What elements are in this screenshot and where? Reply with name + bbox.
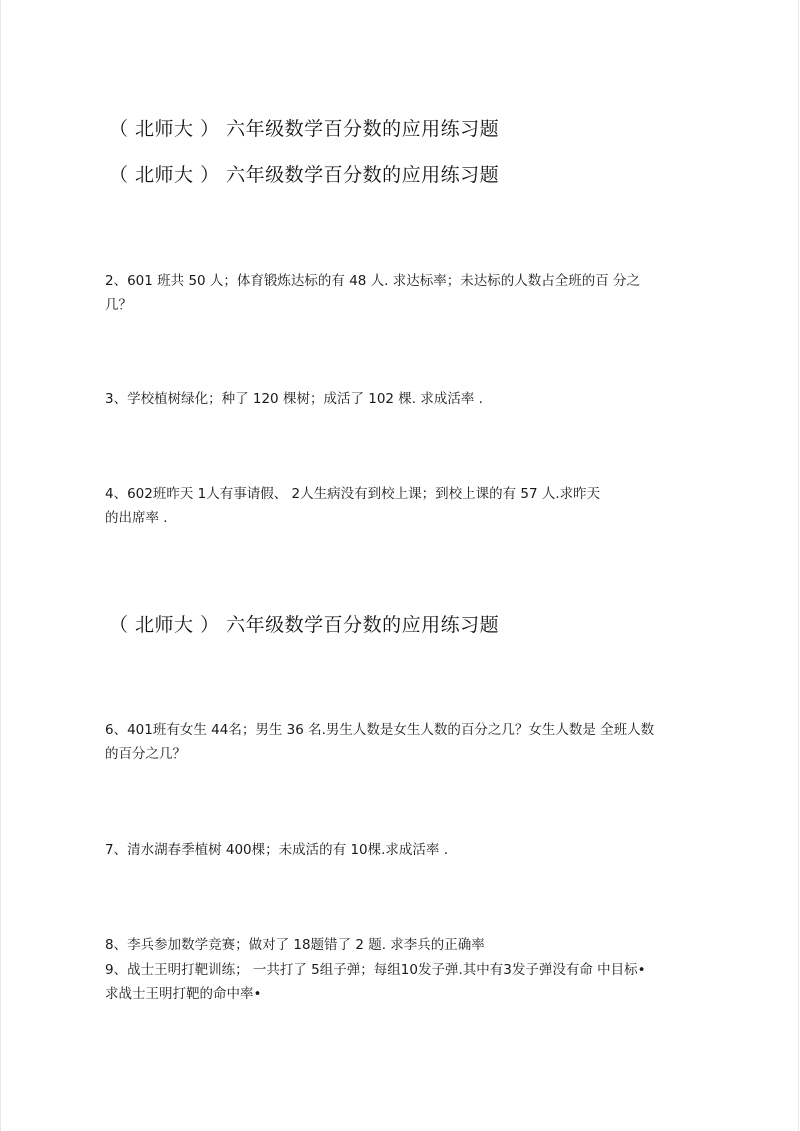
worksheet-title-2: （ 北师大 ） 六年级数学百分数的应用练习题 bbox=[109, 164, 500, 186]
question-4-line-2: 的出席率 . bbox=[105, 510, 168, 526]
question-2-line-1: 2、601 班共 50 人；体育锻炼达标的有 48 人. 求达标率；未达标的人数占全班的百 分之 bbox=[105, 273, 641, 289]
question-4-line-1: 4、602班昨天 1人有事请假、 2人生病没有到校上课；到校上课的有 57 人.求昨天 bbox=[105, 486, 601, 502]
question-7 bbox=[105, 838, 685, 862]
question-8 bbox=[105, 933, 685, 957]
question-6-line-2: 的百分之几？ bbox=[105, 746, 186, 762]
question-8-line-1: 8、李兵参加数学竞赛；做对了 18题错了 2 题. 求李兵的正确率 bbox=[105, 937, 485, 953]
question-2-line-2: 几？ bbox=[105, 297, 132, 313]
question-7-line-1: 7、清水湖春季植树 400棵；未成活的有 10棵.求成活率 . bbox=[105, 842, 448, 858]
question-9-line-2: 求战士王明打靶的命中率• bbox=[105, 986, 262, 1002]
question-3-line-1: 3、学校植树绿化；种了 120 棵树；成活了 102 棵. 求成活率 . bbox=[105, 391, 483, 407]
question-4 bbox=[105, 482, 685, 530]
question-6 bbox=[105, 718, 685, 766]
question-3 bbox=[105, 387, 685, 411]
question-9-line-1: 9、战士王明打靶训练； 一共打了 5组子弹；每组10发子弹.其中有3发子弹没有命 中目标• bbox=[105, 962, 646, 978]
worksheet-title-3: （ 北师大 ） 六年级数学百分数的应用练习题 bbox=[109, 614, 500, 636]
question-2 bbox=[105, 269, 685, 317]
worksheet-title-1: （ 北师大 ） 六年级数学百分数的应用练习题 bbox=[109, 118, 500, 140]
question-6-line-1: 6、401班有女生 44名；男生 36 名.男生人数是女生人数的百分之几？女生人数是 全班人数 bbox=[105, 722, 655, 738]
question-9 bbox=[105, 958, 685, 1006]
